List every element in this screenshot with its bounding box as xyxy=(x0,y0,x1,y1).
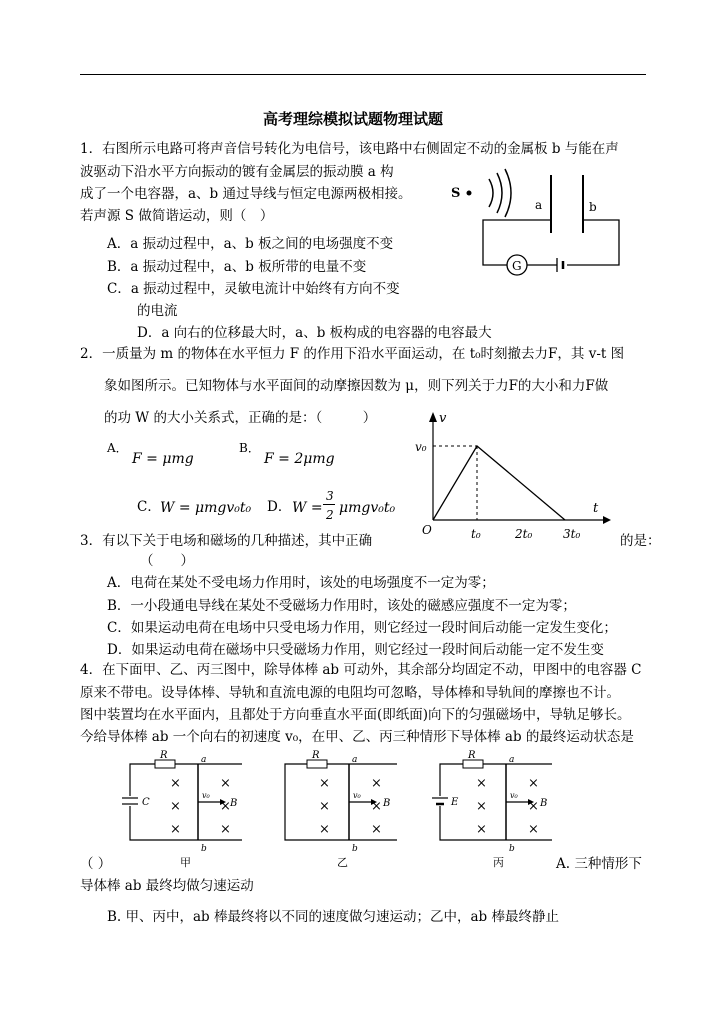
q2-stem-line-3: 的功 W 的大小关系式，正确的是：（ ） xyxy=(104,410,377,426)
tick-label-v0: v₀ xyxy=(415,440,427,454)
plate-a-label: a xyxy=(535,198,543,212)
resistor-label: R xyxy=(160,750,168,761)
figure-caption-yi: 乙 xyxy=(337,856,348,869)
q4-option-b: B. 甲、丙中，ab 棒最终将以不同的速度做匀速运动；乙中，ab 棒最终静止 xyxy=(107,909,559,925)
resistor-label: R xyxy=(468,750,476,761)
field-cross-icon: × xyxy=(220,776,231,791)
q4-stem-line-3: 图中装置均在水平面内，且都处于方向垂直水平面(即纸面)向下的匀强磁场中，导轨足够长。 xyxy=(80,707,631,723)
rod-end-a-label: a xyxy=(352,755,358,765)
rod-end-b-label: b xyxy=(509,844,515,854)
q4-figure-yi xyxy=(275,752,403,862)
q3-stem-right: 的是： xyxy=(620,533,661,549)
q3-option-b: B．一小段通电导线在某处不受磁场力作用时，该处的磁感应强度不一定为零； xyxy=(107,598,576,614)
field-label: B xyxy=(230,798,238,809)
velocity-label: v₀ xyxy=(353,791,361,800)
sound-wave-icon xyxy=(489,179,493,207)
top-rule xyxy=(80,74,646,75)
q1-option-a: A．a 振动过程中，a、b 板之间的电场强度不变 xyxy=(107,236,394,252)
q2-stem-line-2: 象如图所示。已知物体与水平面间的动摩擦因数为 μ，则下列关于力F的大小和力F做 xyxy=(104,378,609,394)
q3-option-c: C．如果运动电荷在电场中只受电场力作用，则它经过一段时间后动能一定发生变化； xyxy=(107,620,617,636)
field-cross-icon: × xyxy=(476,822,487,837)
q3-answer-paren: （ ） xyxy=(140,553,194,569)
q1-stem-line-2: 波驱动下沿水平方向振动的镀有金属层的振动膜 a 构 xyxy=(80,164,394,180)
field-cross-icon: × xyxy=(319,776,330,791)
q1-option-d: D．a 向右的位移最大时，a、b 板构成的电容器的电容最大 xyxy=(137,325,492,341)
field-cross-icon: × xyxy=(170,799,181,814)
field-cross-icon: × xyxy=(319,822,330,837)
q2-option-c-formula: W = μmgv₀t₀ xyxy=(160,500,252,516)
q2-option-a-formula: F = μmg xyxy=(132,451,194,467)
q2-option-d-label: D． xyxy=(267,499,292,515)
field-cross-icon: × xyxy=(220,822,231,837)
wire xyxy=(567,220,619,265)
rail-frame xyxy=(285,764,349,840)
rail-frame xyxy=(130,764,198,840)
q1-option-c-cont: 的电流 xyxy=(137,303,178,319)
q2-stem-line-1: 2．一质量为 m 的物体在水平恒力 F 的作用下沿水平面运动，在 t₀时刻撤去力F，其 v-t 图 xyxy=(80,346,625,362)
q1-stem-line-3: 成了一个电容器，a、b 通过导线与恒定电源两极相接。 xyxy=(80,186,412,202)
field-cross-icon: × xyxy=(528,822,539,837)
q4-figure-jia xyxy=(120,752,248,862)
q1-stem-line-4: 若声源 S 做简谐运动，则（ ） xyxy=(80,208,274,224)
q2-option-b-label: B． xyxy=(239,441,260,455)
velocity-label: v₀ xyxy=(202,791,210,800)
field-cross-icon: × xyxy=(220,799,231,814)
source-s-label: S xyxy=(451,186,461,201)
field-cross-icon: × xyxy=(371,822,382,837)
q4-answer-paren: （ ） xyxy=(80,856,112,872)
x-axis-label: t xyxy=(593,501,599,516)
q2-option-c-label: C． xyxy=(137,499,161,515)
galvanometer-label: G xyxy=(512,259,522,273)
battery-label: E xyxy=(451,797,459,808)
q2-vt-graph xyxy=(415,410,615,545)
tick-label-3t0: 3t₀ xyxy=(563,527,581,541)
q1-option-c: C．a 振动过程中，灵敏电流计中始终有方向不变 xyxy=(107,281,400,297)
rod-end-a-label: a xyxy=(509,755,515,765)
rod-end-b-label: b xyxy=(352,844,358,854)
field-label: B xyxy=(383,798,391,809)
y-axis-arrow-icon xyxy=(429,412,437,422)
plate-b-label: b xyxy=(589,200,597,214)
q4-stem-line-2: 原来不带电。设导体棒、导轨和直流电源的电阻均可忽略，导体棒和导轨间的摩擦也不计。 xyxy=(80,685,620,701)
series-line xyxy=(433,446,565,520)
field-cross-icon: × xyxy=(528,799,539,814)
field-cross-icon: × xyxy=(170,822,181,837)
rod-end-a-label: a xyxy=(201,755,207,765)
q2-option-d-formula-rhs: μmgv₀t₀ xyxy=(339,500,396,516)
field-cross-icon: × xyxy=(528,776,539,791)
q4-option-a-cont: 导体棒 ab 最终均做匀速运动 xyxy=(80,878,254,894)
q4-stem-line-4: 今给导体棒 ab 一个向右的初速度 v₀，在甲、乙、丙三种情形下导体棒 ab 的最终运动状态是 xyxy=(80,729,634,745)
figure-caption-bing: 丙 xyxy=(493,856,504,869)
velocity-label: v₀ xyxy=(510,791,518,800)
q1-option-b: B．a 振动过程中，a、b 板所带的电量不变 xyxy=(107,259,367,275)
capacitor-label: C xyxy=(142,797,150,808)
rail-frame xyxy=(440,764,506,840)
fraction-bar xyxy=(323,504,335,505)
rod-end-b-label: b xyxy=(201,844,207,854)
q2-option-b-formula: F = 2μmg xyxy=(264,451,335,467)
field-cross-icon: × xyxy=(476,776,487,791)
q2-option-a-label: A． xyxy=(107,441,128,455)
q2-option-d-denominator: 2 xyxy=(326,508,334,522)
resistor-icon xyxy=(155,760,175,768)
q4-figure-bing xyxy=(430,752,558,862)
x-axis-arrow-icon xyxy=(603,516,611,524)
q3-option-d: D．如果运动电荷在磁场中只受磁场力作用，则它经过一段时间后动能一定不发生变 xyxy=(107,642,604,658)
tick-label-t0: t₀ xyxy=(471,527,481,541)
field-cross-icon: × xyxy=(319,799,330,814)
q4-stem-line-1: 4．在下面甲、乙、丙三图中，除导体棒 ab 可动外，其余部分均固定不动，甲图中的电容器 C xyxy=(80,662,642,678)
q2-option-d-formula-lhs: W = xyxy=(292,500,323,516)
q2-option-d-numerator: 3 xyxy=(326,489,334,503)
tick-label-2t0: 2t₀ xyxy=(515,527,533,541)
q1-circuit-figure xyxy=(445,165,635,285)
y-axis-label: v xyxy=(439,411,447,426)
page-title: 高考理综模拟试题物理试题 xyxy=(263,110,444,128)
q1-stem-line-1: 1．右图所示电路可将声音信号转化为电信号，该电路中右侧固定不动的金属板 b 与能在声 xyxy=(80,141,619,157)
q3-option-a: A．电荷在某处不受电场力作用时，该处的电场强度不一定为零； xyxy=(107,575,495,591)
figure-caption-jia: 甲 xyxy=(180,856,191,869)
sound-source-dot xyxy=(467,191,472,196)
q3-stem-left: 3．有以下关于电场和磁场的几种描述，其中正确 xyxy=(80,533,373,549)
sound-wave-icon xyxy=(497,173,502,213)
field-cross-icon: × xyxy=(170,776,181,791)
sound-wave-icon xyxy=(505,169,511,217)
field-cross-icon: × xyxy=(371,799,382,814)
resistor-icon xyxy=(307,760,327,768)
field-cross-icon: × xyxy=(476,799,487,814)
resistor-icon xyxy=(463,760,483,768)
field-label: B xyxy=(540,798,548,809)
resistor-label: R xyxy=(312,750,320,761)
q4-option-a: A. 三种情形下 xyxy=(556,856,642,872)
field-cross-icon: × xyxy=(371,776,382,791)
origin-label: O xyxy=(422,523,432,537)
